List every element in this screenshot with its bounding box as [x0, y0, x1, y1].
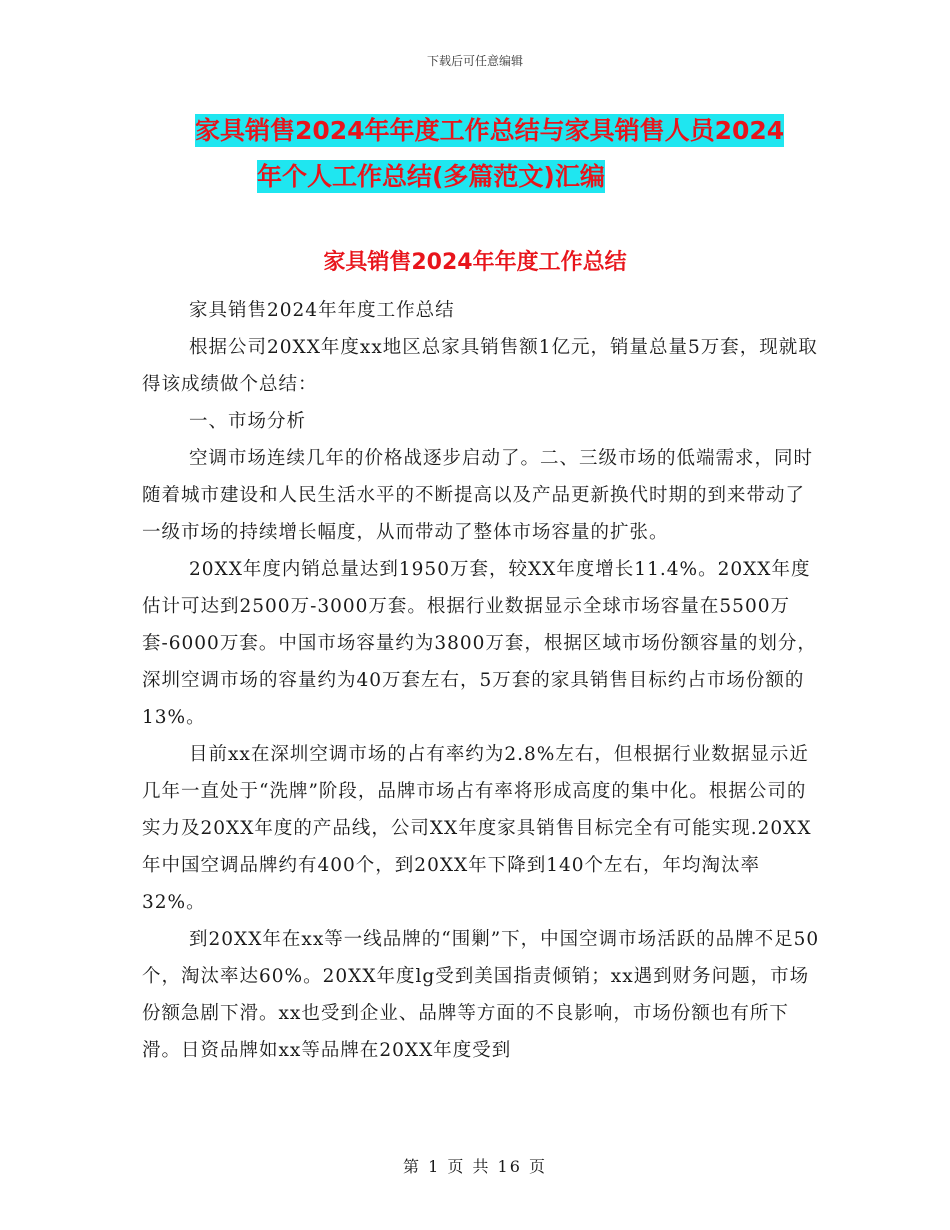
paragraph: 空调市场连续几年的价格战逐步启动了。二、三级市场的低端需求，同时随着城市建设和人民生活水平的不断提高以及产品更新换代时期的到来带动了一级市场的持续增长幅度，从而带动了整体市场容量的扩张。	[142, 448, 814, 543]
header-note: 下载后可任意编辑	[426, 54, 523, 68]
title-line-2: 年个人工作总结(多篇范文)汇编	[257, 162, 605, 191]
document-body	[142, 292, 822, 1069]
paragraph: 家具销售2024年年度工作总结	[189, 300, 455, 321]
paragraph: 一、市场分析	[189, 411, 307, 432]
paragraph: 目前xx在深圳空调市场的占有率约为2.8%左右，但根据行业数据显示近几年一直处于“洗牌”阶段，品牌市场占有率将形成高度的集中化。根据公司的实力及20XX年度的产品线，公司XX年度家具销售目标完全有可能实现.20XX年中国空调品牌约有400个，到20XX年下降到140个左右，年均淘汰率32%。	[142, 744, 812, 913]
paragraph: 到20XX年在xx等一线品牌的“围剿”下，中国空调市场活跃的品牌不足50个，淘汰率达60%。20XX年度lg受到美国指责倾销；xx遇到财务问题，市场份额急剧下滑。xx也受到企业、品牌等方面的不良影响，市场份额也有所下滑。日资品牌如xx等品牌在20XX年度受到	[142, 929, 820, 1061]
paragraph: 根据公司20XX年度xx地区总家具销售额1亿元，销量总量5万套，现就取得该成绩做个总结：	[142, 337, 818, 395]
section-title: 家具销售2024年年度工作总结	[323, 250, 627, 275]
document-title	[195, 108, 815, 200]
page-number-footer: 第 1 页 共 16 页	[403, 1157, 547, 1176]
title-line-1: 家具销售2024年年度工作总结与家具销售人员2024	[195, 116, 785, 145]
paragraph: 20XX年度内销总量达到1950万套，较XX年度增长11.4%。20XX年度估计可达到2500万-3000万套。根据行业数据显示全球市场容量在5500万套-6000万套。中国市场容量约为3800万套，根据区域市场份额容量的划分，深圳空调市场的容量约为40万套左右，5万套的家具销售目标约占市场份额的13%。	[142, 559, 817, 728]
